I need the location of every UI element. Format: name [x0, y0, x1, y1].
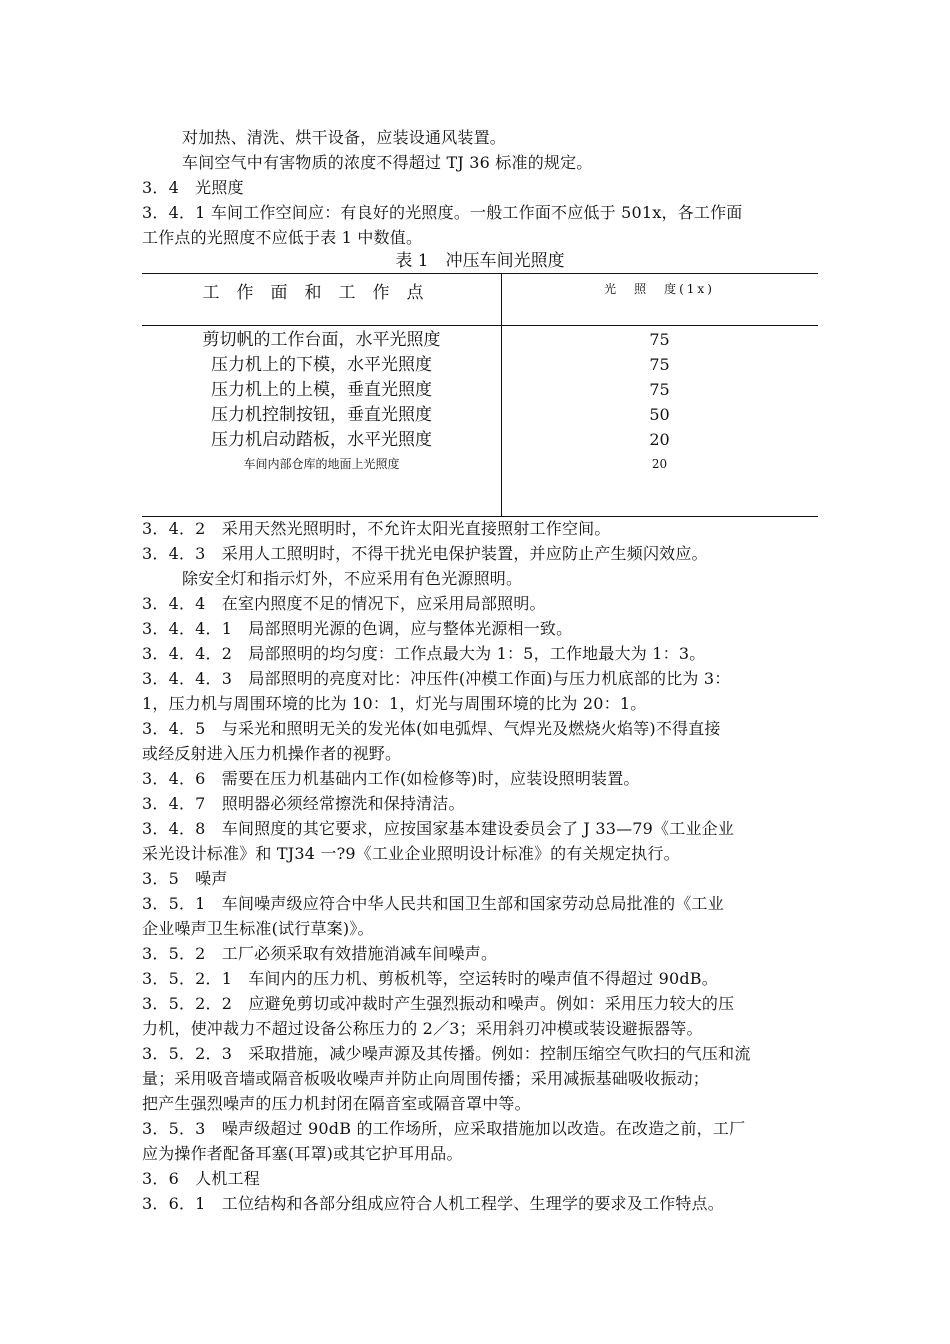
table-cell-lux: 75	[649, 380, 670, 399]
table-header-rule	[142, 325, 818, 326]
paragraph-line: 3．4．4．1 局部照明光源的色调，应与整体光源相一致。	[142, 619, 573, 638]
paragraph-line: 3．5．2．3 采取措施，减少噪声源及其传播。例如：控制压缩空气吹扫的气压和流	[142, 1044, 751, 1063]
paragraph-line: 3．5．2．2 应避免剪切或冲裁时产生强烈振动和噪声。例如：采用压力较大的压	[142, 994, 735, 1013]
paragraph-line: 3．4．1 车间工作空间应：有良好的光照度。一般工作面不应低于 501x，各工作面	[142, 203, 743, 222]
paragraph-line: 采光设计标准》和 TJ34 一?9《工业企业照明设计标准》的有关规定执行。	[142, 844, 680, 863]
paragraph-line: 企业噪声卫生标准(试行草案)》。	[142, 919, 374, 938]
paragraph-line: 3．6．1 工位结构和各部分组成应符合人机工程学、生理学的要求及工作特点。	[142, 1194, 724, 1213]
paragraph-line: 或经反射进入压力机操作者的视野。	[142, 744, 402, 763]
table-cell-lux: 50	[649, 405, 670, 424]
paragraph-line: 3．4．5 与采光和照明无关的发光体(如电弧焊、气焊光及燃烧火焰等)不得直接	[142, 719, 721, 738]
paragraph-line: 3．5．2 工厂必须采取有效措施消减车间噪声。	[142, 944, 498, 963]
section-heading: 3．4 光照度	[142, 178, 244, 197]
section-heading: 3．6 人机工程	[142, 1169, 260, 1188]
table-header-illuminance: 光 照 度(1x)	[604, 282, 715, 296]
paragraph-line: 3．4．2 采用天然光照明时，不允许太阳光直接照射工作空间。	[142, 519, 611, 538]
paragraph-line: 3．4．8 车间照度的其它要求，应按国家基本建设委员会了 J 33—79《工业企业	[142, 819, 735, 838]
table-cell-lux: 20	[649, 430, 670, 449]
paragraph-line: 除安全灯和指示灯外，不应采用有色光源照明。	[182, 569, 523, 588]
paragraph-line: 对加热、清洗、烘干设备，应装设通风装置。	[182, 128, 507, 147]
paragraph-line: 3．4．3 采用人工照明时，不得干扰光电保护装置，并应防止产生频闪效应。	[142, 544, 708, 563]
illuminance-table	[142, 273, 818, 517]
table-cell-place: 剪切帆的工作台面，水平光照度	[202, 330, 441, 350]
table-cell-lux: 75	[649, 330, 670, 349]
paragraph-line: 3．5．3 噪声级超过 90dB 的工作场所，应采取措施加以改造。在改造之前，工厂	[142, 1119, 746, 1138]
paragraph-line: 1，压力机与周围环境的比为 10：1，灯光与周围环境的比为 20：1。	[142, 694, 647, 713]
paragraph-line: 3．4．4．3 局部照明的亮度对比：冲压件(冲模工作面)与压力机底部的比为 3：	[142, 669, 731, 688]
table-cell-place: 压力机上的上模，垂直光照度	[211, 380, 432, 400]
table-cell-place: 压力机控制按钮，垂直光照度	[211, 405, 432, 425]
table-cell-lux: 75	[649, 355, 670, 374]
paragraph-line: 3．4．4 在室内照度不足的情况下，应采用局部照明。	[142, 594, 546, 613]
paragraph-line: 应为操作者配备耳塞(耳罩)或其它护耳用品。	[142, 1144, 463, 1163]
paragraph-line: 车间空气中有害物质的浓度不得超过 TJ 36 标准的规定。	[182, 153, 593, 172]
section-heading: 3．5 噪声	[142, 869, 228, 888]
paragraph-line: 量；采用吸音墙或隔音板吸收噪声并防止向周围传播；采用减振基础吸收振动；	[142, 1069, 710, 1088]
paragraph-line: 3．4．6 需要在压力机基础内工作(如检修等)时，应装设照明装置。	[142, 769, 640, 788]
paragraph-line: 3．4．7 照明器必须经常擦洗和保持清洁。	[142, 794, 465, 813]
paragraph-line: 力机，使冲裁力不超过设备公称压力的 2／3；采用斜刃冲模或装设避振器等。	[142, 1019, 703, 1038]
table-cell-place: 压力机启动踏板，水平光照度	[211, 430, 432, 450]
table-cell-place: 车间内部仓库的地面上光照度	[243, 457, 400, 471]
table-cell-place: 压力机上的下模，水平光照度	[211, 355, 432, 375]
paragraph-line: 把产生强烈噪声的压力机封闭在隔音室或隔音罩中等。	[142, 1094, 531, 1113]
paragraph-line: 3．5．2．1 车间内的压力机、剪板机等，空运转时的噪声值不得超过 90dB。	[142, 969, 718, 988]
paragraph-line: 3．5．1 车间噪声级应符合中华人民共和国卫生部和国家劳动总局批准的《工业	[142, 894, 724, 913]
paragraph-line: 工作点的光照度不应低于表 1 中数值。	[142, 228, 423, 247]
table-header-workplace: 工作面和工作点	[202, 283, 441, 303]
paragraph-line: 3．4．4．2 局部照明的均匀度：工作点最大为 1：5，工作地最大为 1：3。	[142, 644, 706, 663]
table-caption: 表 1 冲压车间光照度	[395, 251, 565, 271]
table-cell-lux: 20	[651, 457, 668, 471]
